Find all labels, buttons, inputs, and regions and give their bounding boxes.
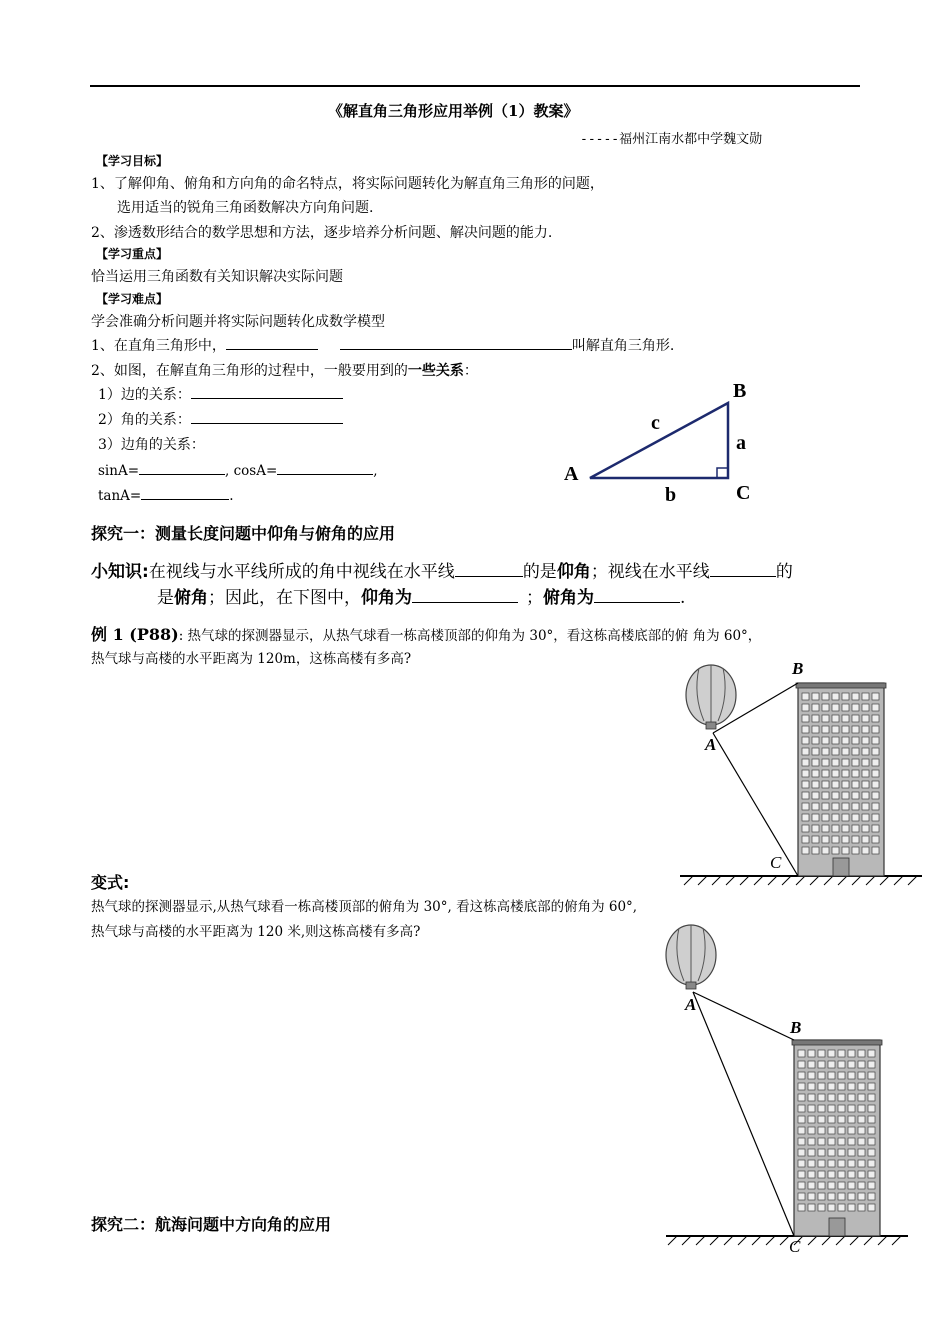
cos-label: , cosA=	[225, 463, 278, 479]
relation-angles-label: 2）角的关系：	[98, 412, 191, 428]
building-window	[858, 1149, 865, 1156]
building-window	[858, 1171, 865, 1178]
building-window	[808, 1149, 815, 1156]
building-window	[798, 1127, 805, 1134]
building-window	[818, 1182, 825, 1189]
building-window	[868, 1105, 875, 1112]
building-window	[868, 1116, 875, 1123]
knowledge-depression: 俯角	[174, 588, 208, 608]
building-window	[858, 1050, 865, 1057]
building-window	[848, 1160, 855, 1167]
building-window	[858, 1116, 865, 1123]
building-window	[848, 1061, 855, 1068]
ground-hatch	[766, 1236, 775, 1245]
tan-label: tanA=	[98, 488, 142, 504]
building-window	[808, 1171, 815, 1178]
objective-1-line-2: 选用适当的锐角三角函数解决方向角问题.	[117, 200, 374, 216]
building-window	[818, 1061, 825, 1068]
ground-hatch	[752, 1236, 761, 1245]
building-window	[818, 1138, 825, 1145]
building-window	[858, 1160, 865, 1167]
knowledge-elevation-is: 仰角为	[361, 588, 412, 608]
building-window	[828, 1127, 835, 1134]
ground-hatch	[822, 1236, 831, 1245]
building-window	[798, 1061, 805, 1068]
triangle-label-c: c	[651, 412, 660, 434]
knowledge-text-6: 是	[157, 588, 174, 608]
building-window	[808, 1072, 815, 1079]
building-window	[868, 1050, 875, 1057]
building-window	[798, 1094, 805, 1101]
building-window	[868, 1083, 875, 1090]
building-window	[868, 1072, 875, 1079]
example1-label: 例 1 (P88)	[91, 625, 179, 644]
triangle-label-b: b	[665, 484, 677, 506]
building-window	[838, 1204, 845, 1211]
building-window	[828, 1072, 835, 1079]
building-window	[818, 1149, 825, 1156]
building-window	[838, 1138, 845, 1145]
building-window	[798, 1204, 805, 1211]
doc-title: 《解直角三角形应用举例（1）教案》	[328, 102, 579, 120]
building-window	[868, 1061, 875, 1068]
building-window	[858, 1127, 865, 1134]
building-window	[818, 1094, 825, 1101]
building-window	[848, 1072, 855, 1079]
sin-label: sinA=	[98, 463, 140, 479]
variant-line-1: 热气球的探测器显示,从热气球看一栋高楼顶部的俯角为 30°, 看这栋高楼底部的俯角为 60°,	[91, 899, 638, 915]
ground-hatch	[710, 1236, 719, 1245]
objective-1-line-1: 1、了解仰角、俯角和方向角的命名特点，将实际问题转化为解直角三角形的问题，	[91, 176, 604, 192]
building-window	[848, 1116, 855, 1123]
figure2-label-B: B	[790, 1018, 802, 1037]
building-window	[838, 1072, 845, 1079]
knowledge-text-4: ；视线在水平线	[590, 562, 710, 582]
review-q2-prefix: 2、如图，在解直角三角形的过程中，一般要用到的	[91, 363, 408, 379]
figure1-label-A: A	[705, 735, 717, 754]
building-window	[838, 1105, 845, 1112]
building-window	[818, 1204, 825, 1211]
building-window	[868, 1138, 875, 1145]
focus-text: 恰当运用三角函数有关知识解决实际问题	[91, 269, 343, 285]
building-window	[858, 1072, 865, 1079]
building-window	[798, 1160, 805, 1167]
knowledge-text-5: 的	[775, 562, 793, 582]
objective-2: 2、渗透数形结合的数学思想和方法，逐步培养分析问题、解决问题的能力.	[91, 225, 553, 241]
building-window	[828, 1204, 835, 1211]
ground-hatch	[808, 1236, 817, 1245]
building-window	[808, 1127, 815, 1134]
building-window	[808, 1061, 815, 1068]
building-window	[868, 1094, 875, 1101]
building-window	[848, 1105, 855, 1112]
building-window	[868, 1182, 875, 1189]
building-window	[828, 1193, 835, 1200]
period: .	[229, 488, 234, 504]
ground-hatch	[780, 1236, 789, 1245]
building-window	[818, 1083, 825, 1090]
building-window	[848, 1193, 855, 1200]
building-window	[838, 1050, 845, 1057]
building-window	[858, 1061, 865, 1068]
building-window	[858, 1193, 865, 1200]
ground-hatch	[864, 1236, 873, 1245]
ground-hatch	[850, 1236, 859, 1245]
review-q1-prefix: 1、在直角三角形中，	[91, 338, 226, 354]
building-window	[838, 1094, 845, 1101]
variant-label: 变式:	[91, 873, 130, 892]
difficulty-tag: 【学习难点】	[96, 292, 169, 306]
building-window	[868, 1160, 875, 1167]
building-window	[838, 1127, 845, 1134]
building-window	[838, 1116, 845, 1123]
difficulty-text: 学会准确分析问题并将实际问题转化成数学模型	[91, 314, 385, 330]
comma: ,	[373, 463, 378, 479]
building-window	[828, 1171, 835, 1178]
building-window	[808, 1094, 815, 1101]
objectives-tag: 【学习目标】	[96, 154, 169, 168]
building-window	[858, 1204, 865, 1211]
ground-hatch	[696, 1236, 705, 1245]
building-window	[848, 1138, 855, 1145]
building-window	[858, 1094, 865, 1101]
building-window	[818, 1171, 825, 1178]
knowledge-text-12: .	[680, 588, 686, 608]
building-window	[828, 1149, 835, 1156]
knowledge-text-10: ；	[526, 588, 543, 608]
ground-hatch	[836, 1236, 845, 1245]
building-window	[828, 1160, 835, 1167]
building-window	[818, 1105, 825, 1112]
building-window	[828, 1138, 835, 1145]
building-window	[828, 1116, 835, 1123]
building-window	[808, 1160, 815, 1167]
building-window	[838, 1171, 845, 1178]
explore2-heading: 探究二：航海问题中方向角的应用	[91, 1215, 332, 1234]
building-window	[808, 1182, 815, 1189]
ground-hatch	[878, 1236, 887, 1245]
variant-line-2: 热气球与高楼的水平距离为 120 米,则这栋高楼有多高?	[91, 924, 421, 940]
building-window	[838, 1193, 845, 1200]
building-window	[848, 1094, 855, 1101]
building-window	[828, 1061, 835, 1068]
figure2-label-C: C	[789, 1237, 801, 1256]
ground-hatch	[738, 1236, 747, 1245]
building-window	[798, 1182, 805, 1189]
building-window	[868, 1127, 875, 1134]
building-window	[808, 1116, 815, 1123]
building-window	[828, 1050, 835, 1057]
focus-tag: 【学习重点】	[96, 247, 169, 261]
building-window	[858, 1105, 865, 1112]
building-window	[818, 1127, 825, 1134]
ground-hatch	[892, 1236, 901, 1245]
building-window	[848, 1171, 855, 1178]
building-window	[808, 1193, 815, 1200]
building-window	[808, 1105, 815, 1112]
building-window	[838, 1061, 845, 1068]
building-window	[808, 1083, 815, 1090]
knowledge-text-2: 的是	[522, 562, 557, 582]
building-window	[808, 1138, 815, 1145]
building-window	[818, 1072, 825, 1079]
building-window	[868, 1204, 875, 1211]
knowledge-text-8: ；因此，在下图中，	[208, 588, 361, 608]
explore1-heading: 探究一：测量长度问题中仰角与俯角的应用	[91, 524, 396, 543]
example1-text-1: : 热气球的探测器显示，从热气球看一栋高楼顶部的仰角为 30°，看这栋高楼底部的俯 角为 60°，	[178, 628, 762, 644]
building-window	[818, 1050, 825, 1057]
building-window	[828, 1105, 835, 1112]
ground-hatch	[682, 1236, 691, 1245]
review-q2-suffix: ：	[463, 363, 478, 379]
figure2-label-A: A	[685, 995, 697, 1014]
knowledge-elevation: 仰角	[556, 562, 591, 582]
building-window	[838, 1182, 845, 1189]
building-window	[868, 1149, 875, 1156]
building-window	[798, 1193, 805, 1200]
example1-line-2: 热气球与高楼的水平距离为 120m，这栋高楼有多高?	[91, 651, 412, 667]
building-window	[868, 1171, 875, 1178]
building-window	[798, 1138, 805, 1145]
building-window	[838, 1149, 845, 1156]
building-window	[858, 1138, 865, 1145]
building-window	[848, 1182, 855, 1189]
review-q2-bold: 一些关系	[407, 363, 464, 379]
building-window	[828, 1083, 835, 1090]
triangle-label-a: a	[736, 432, 746, 454]
figure1-label-B: B	[792, 659, 804, 678]
building-window	[858, 1182, 865, 1189]
building-window	[818, 1116, 825, 1123]
relation-side-angle: 3）边角的关系：	[98, 437, 205, 453]
building-window	[798, 1105, 805, 1112]
building-window	[838, 1160, 845, 1167]
building-window	[868, 1193, 875, 1200]
building-window	[828, 1094, 835, 1101]
building-window	[808, 1204, 815, 1211]
building-window	[818, 1160, 825, 1167]
knowledge-depression-is: 俯角为	[543, 588, 594, 608]
triangle-label-C: C	[736, 482, 751, 504]
building-window	[798, 1171, 805, 1178]
building-window	[858, 1083, 865, 1090]
building-window	[798, 1050, 805, 1057]
triangle-label-A: A	[564, 463, 579, 485]
knowledge-label: 小知识:	[91, 562, 149, 582]
figure1-label-C: C	[770, 853, 782, 872]
building-window	[798, 1116, 805, 1123]
triangle-label-B: B	[733, 380, 747, 402]
building-window	[818, 1193, 825, 1200]
building-window	[798, 1149, 805, 1156]
doc-author: -----福州江南水都中学魏文勋	[580, 132, 763, 147]
relation-sides-label: 1）边的关系：	[98, 387, 191, 403]
building-window	[848, 1127, 855, 1134]
building-window	[828, 1182, 835, 1189]
building-window	[848, 1050, 855, 1057]
ground-hatch	[724, 1236, 733, 1245]
building-window	[838, 1083, 845, 1090]
building-window	[848, 1149, 855, 1156]
building-window	[808, 1050, 815, 1057]
building-window	[798, 1083, 805, 1090]
building-window	[848, 1204, 855, 1211]
knowledge-text-1: 在视线与水平线所成的角中视线在水平线	[148, 562, 455, 582]
ground-hatch	[668, 1236, 677, 1245]
review-q1-suffix: 叫解直角三角形.	[571, 338, 675, 354]
building-window	[798, 1072, 805, 1079]
building-window	[848, 1083, 855, 1090]
